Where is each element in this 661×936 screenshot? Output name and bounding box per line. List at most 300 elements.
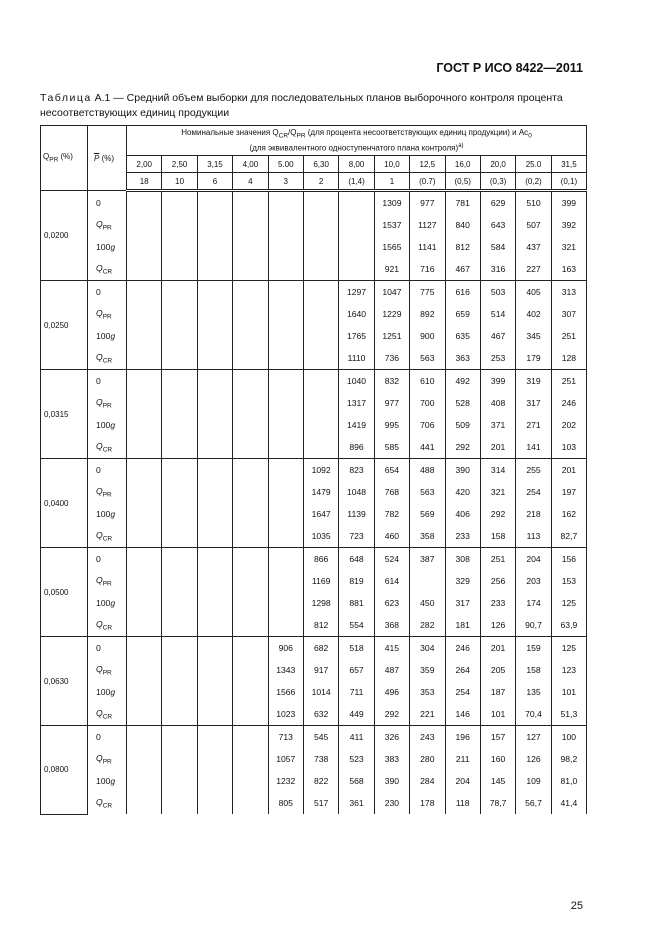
ac0-value: (1,4) xyxy=(339,173,374,191)
table-cell: 1566 xyxy=(268,681,303,703)
table-cell xyxy=(303,414,338,436)
table-cell xyxy=(339,214,374,236)
table-cell: 181 xyxy=(445,614,480,637)
qpr-value: 0,0250 xyxy=(41,281,88,370)
table-cell xyxy=(127,659,162,681)
table-cell xyxy=(162,503,197,525)
table-cell xyxy=(197,191,232,215)
table-cell xyxy=(268,303,303,325)
table-cell xyxy=(127,303,162,325)
table-cell: 123 xyxy=(551,659,586,681)
table-row xyxy=(41,214,587,236)
table-cell: 782 xyxy=(374,503,409,525)
table-cell: 441 xyxy=(410,436,445,459)
table-cell xyxy=(233,592,268,614)
table-cell: 158 xyxy=(480,525,515,548)
table-cell xyxy=(127,414,162,436)
table-cell xyxy=(197,347,232,370)
table-cell xyxy=(197,414,232,436)
table-cell: 648 xyxy=(339,548,374,571)
table-cell: 363 xyxy=(445,347,480,370)
row-label-main: 100g xyxy=(96,509,116,519)
table-cell xyxy=(233,258,268,281)
table-cell xyxy=(162,370,197,393)
table-cell: 713 xyxy=(268,726,303,749)
table-cell xyxy=(162,325,197,347)
table-row xyxy=(41,347,587,370)
table-cell: 1169 xyxy=(303,570,338,592)
table-cell: 1035 xyxy=(303,525,338,548)
table-cell: 251 xyxy=(551,325,586,347)
table-cell: 437 xyxy=(516,236,551,258)
row-label xyxy=(88,503,127,525)
table-cell xyxy=(410,570,445,592)
table-cell: 610 xyxy=(410,370,445,393)
nominal-value: 12,5 xyxy=(410,156,445,173)
table-cell: 805 xyxy=(268,792,303,814)
table-cell: 635 xyxy=(445,325,480,347)
table-cell xyxy=(233,191,268,215)
table-cell: 866 xyxy=(303,548,338,571)
table-cell xyxy=(162,792,197,814)
row-label-main: 100g xyxy=(96,331,116,341)
table-row xyxy=(41,392,587,414)
table-cell: 700 xyxy=(410,392,445,414)
table-cell: 585 xyxy=(374,436,409,459)
table-row xyxy=(41,414,587,436)
table-cell xyxy=(268,214,303,236)
table-cell xyxy=(303,392,338,414)
row-label-main: 0 xyxy=(96,465,101,475)
table-cell: 282 xyxy=(410,614,445,637)
table-cell: 517 xyxy=(303,792,338,814)
row-label-main: 0 xyxy=(96,732,101,742)
table-cell: 292 xyxy=(445,436,480,459)
p-unit: (%) xyxy=(99,153,115,163)
table-cell xyxy=(162,770,197,792)
table-row xyxy=(41,592,587,614)
row-label-main: Q xyxy=(96,529,103,540)
table-cell: 141 xyxy=(516,436,551,459)
table-cell: 1141 xyxy=(410,236,445,258)
table-cell xyxy=(233,503,268,525)
row-label-main: 0 xyxy=(96,376,101,386)
ac0-value: (0,2) xyxy=(516,173,551,191)
row-label-sub: CR xyxy=(102,446,113,454)
table-cell: 1040 xyxy=(339,370,374,393)
header-row xyxy=(41,126,587,156)
table-cell: 1565 xyxy=(374,236,409,258)
row-label xyxy=(88,681,127,703)
table-cell: 1127 xyxy=(410,214,445,236)
table-cell: 405 xyxy=(516,281,551,304)
table-cell xyxy=(127,570,162,592)
table-cell xyxy=(233,392,268,414)
table-cell: 255 xyxy=(516,459,551,482)
nh-t2: /Q xyxy=(288,127,297,137)
table-cell: 319 xyxy=(516,370,551,393)
table-row xyxy=(41,659,587,681)
table-cell: 254 xyxy=(516,481,551,503)
table-cell: 390 xyxy=(374,770,409,792)
table-cell: 819 xyxy=(339,570,374,592)
table-cell: 632 xyxy=(303,703,338,726)
table-cell: 614 xyxy=(374,570,409,592)
table-cell xyxy=(162,548,197,571)
table-cell: 768 xyxy=(374,481,409,503)
table-cell xyxy=(127,459,162,482)
table-row xyxy=(41,503,587,525)
table-cell: 682 xyxy=(303,637,338,660)
table-cell xyxy=(233,214,268,236)
table-cell: 314 xyxy=(480,459,515,482)
table-cell: 230 xyxy=(374,792,409,814)
table-cell xyxy=(162,414,197,436)
nh-t3: (для процента несоответствующих единиц продукции) и Ac xyxy=(305,127,529,137)
table-cell: 487 xyxy=(374,659,409,681)
table-cell: 98,2 xyxy=(551,748,586,770)
table-cell: 304 xyxy=(410,637,445,660)
table-cell xyxy=(303,258,338,281)
table-cell xyxy=(233,703,268,726)
table-cell xyxy=(127,637,162,660)
table-cell xyxy=(233,570,268,592)
table-cell: 706 xyxy=(410,414,445,436)
table-cell: 317 xyxy=(516,392,551,414)
table-cell: 128 xyxy=(551,347,586,370)
table-cell: 126 xyxy=(480,614,515,637)
ac0-value: 2 xyxy=(303,173,338,191)
table-cell xyxy=(162,459,197,482)
table-cell xyxy=(197,370,232,393)
table-cell xyxy=(233,347,268,370)
table-cell xyxy=(268,459,303,482)
row-label xyxy=(88,191,127,215)
table-cell xyxy=(127,436,162,459)
table-cell: 251 xyxy=(551,370,586,393)
table-cell: 450 xyxy=(410,592,445,614)
row-label-main: 100g xyxy=(96,598,116,608)
table-cell xyxy=(127,592,162,614)
table-cell: 738 xyxy=(303,748,338,770)
table-row xyxy=(41,303,587,325)
table-cell: 201 xyxy=(480,637,515,660)
table-cell xyxy=(268,548,303,571)
table-cell xyxy=(162,281,197,304)
nominal-value: 2,50 xyxy=(162,156,197,173)
table-cell: 402 xyxy=(516,303,551,325)
nh-t1: Номинальные значения Q xyxy=(181,127,279,137)
table-cell: 63,9 xyxy=(551,614,586,637)
table-cell xyxy=(233,481,268,503)
table-cell xyxy=(268,436,303,459)
row-label-sub: PR xyxy=(102,580,112,588)
nominal-value: 6,30 xyxy=(303,156,338,173)
table-cell: 162 xyxy=(551,503,586,525)
table-cell: 711 xyxy=(339,681,374,703)
table-cell: 253 xyxy=(480,347,515,370)
table-cell: 659 xyxy=(445,303,480,325)
table-cell: 146 xyxy=(445,703,480,726)
table-cell: 316 xyxy=(480,258,515,281)
table-cell: 156 xyxy=(551,548,586,571)
table-cell: 528 xyxy=(445,392,480,414)
table-cell xyxy=(197,325,232,347)
table-cell: 900 xyxy=(410,325,445,347)
table-cell xyxy=(162,592,197,614)
table-cell: 892 xyxy=(410,303,445,325)
table-cell: 204 xyxy=(516,548,551,571)
row-label xyxy=(88,281,127,304)
nh-s3: 0 xyxy=(528,132,532,140)
row-label-main: 100g xyxy=(96,242,116,252)
table-cell: 271 xyxy=(516,414,551,436)
row-label xyxy=(88,347,127,370)
table-cell: 158 xyxy=(516,659,551,681)
table-cell: 243 xyxy=(410,726,445,749)
nominal-value: 16,0 xyxy=(445,156,480,173)
table-cell xyxy=(339,236,374,258)
table-cell xyxy=(233,281,268,304)
table-cell xyxy=(233,614,268,637)
table-cell: 203 xyxy=(516,570,551,592)
table-cell xyxy=(303,236,338,258)
table-cell xyxy=(197,258,232,281)
table-cell: 233 xyxy=(445,525,480,548)
row-label-sub: CR xyxy=(102,268,113,276)
table-cell xyxy=(197,681,232,703)
ac0-value: (0,3) xyxy=(480,173,515,191)
table-cell: 101 xyxy=(480,703,515,726)
table-cell: 256 xyxy=(480,570,515,592)
row-label xyxy=(88,370,127,393)
table-cell: 503 xyxy=(480,281,515,304)
qpr-unit: (%) xyxy=(58,152,73,162)
table-cell: 125 xyxy=(551,592,586,614)
table-cell: 921 xyxy=(374,258,409,281)
table-cell: 160 xyxy=(480,748,515,770)
table-cell: 174 xyxy=(516,592,551,614)
table-cell xyxy=(268,614,303,637)
row-label-sub: CR xyxy=(102,535,113,543)
table-cell: 554 xyxy=(339,614,374,637)
table-cell: 70,4 xyxy=(516,703,551,726)
table-cell xyxy=(127,370,162,393)
table-cell xyxy=(162,214,197,236)
table-cell xyxy=(339,258,374,281)
table-cell: 736 xyxy=(374,347,409,370)
row-label-main: Q xyxy=(96,396,103,407)
table-cell xyxy=(268,414,303,436)
table-cell: 221 xyxy=(410,703,445,726)
table-cell: 359 xyxy=(410,659,445,681)
table-cell xyxy=(268,592,303,614)
table-cell: 411 xyxy=(339,726,374,749)
table-cell xyxy=(268,503,303,525)
table-cell xyxy=(233,236,268,258)
row-label-sub: PR xyxy=(102,758,112,766)
row-label xyxy=(88,236,127,258)
table-cell xyxy=(303,325,338,347)
table-cell: 126 xyxy=(516,748,551,770)
row-label-main: 0 xyxy=(96,197,101,208)
table-cell: 90,7 xyxy=(516,614,551,637)
table-cell xyxy=(162,614,197,637)
table-cell xyxy=(233,681,268,703)
qpr-value: 0,0200 xyxy=(41,191,88,281)
row-label-main: 0 xyxy=(96,554,101,564)
table-cell: 163 xyxy=(551,258,586,281)
table-row xyxy=(41,637,587,660)
table-cell: 977 xyxy=(410,191,445,215)
table-row xyxy=(41,325,587,347)
table-cell: 392 xyxy=(551,214,586,236)
table-cell xyxy=(197,503,232,525)
table-cell: 127 xyxy=(516,726,551,749)
table-cell: 523 xyxy=(339,748,374,770)
table-cell: 775 xyxy=(410,281,445,304)
table-cell xyxy=(127,614,162,637)
table-cell xyxy=(233,525,268,548)
table-cell xyxy=(197,459,232,482)
table-cell xyxy=(127,236,162,258)
table-cell: 145 xyxy=(480,770,515,792)
table-cell xyxy=(162,525,197,548)
table-cell: 881 xyxy=(339,592,374,614)
table-cell xyxy=(127,503,162,525)
row-label-main: Q xyxy=(96,440,103,451)
row-label-sub: CR xyxy=(102,357,113,365)
table-cell: 317 xyxy=(445,592,480,614)
ac0-value: (0.7) xyxy=(410,173,445,191)
table-cell: 623 xyxy=(374,592,409,614)
row-label-main: Q xyxy=(96,307,103,318)
table-cell: 524 xyxy=(374,548,409,571)
row-label xyxy=(88,525,127,548)
table-cell xyxy=(127,770,162,792)
table-row xyxy=(41,792,587,814)
table-cell: 716 xyxy=(410,258,445,281)
row-label xyxy=(88,214,127,236)
row-label-main: Q xyxy=(96,752,103,763)
row-label-sub: PR xyxy=(102,669,112,677)
table-cell: 460 xyxy=(374,525,409,548)
p-column-header xyxy=(88,126,127,191)
table-cell: 313 xyxy=(551,281,586,304)
row-label-main: Q xyxy=(96,663,103,674)
table-cell xyxy=(162,659,197,681)
row-label-main: 100g xyxy=(96,687,116,697)
qpr-value: 0,0315 xyxy=(41,370,88,459)
table-cell: 82,7 xyxy=(551,525,586,548)
row-label xyxy=(88,770,127,792)
table-cell xyxy=(197,436,232,459)
table-cell: 507 xyxy=(516,214,551,236)
table-row xyxy=(41,370,587,393)
row-label-main: Q xyxy=(96,796,103,807)
table-cell xyxy=(268,191,303,215)
table-cell xyxy=(303,436,338,459)
table-cell: 246 xyxy=(551,392,586,414)
row-label xyxy=(88,303,127,325)
table-row xyxy=(41,770,587,792)
table-cell: 812 xyxy=(445,236,480,258)
table-cell: 657 xyxy=(339,659,374,681)
table-cell xyxy=(197,570,232,592)
nominal-value: 5.00 xyxy=(268,156,303,173)
table-cell: 977 xyxy=(374,392,409,414)
row-label-sub: PR xyxy=(102,491,112,499)
table-cell: 1092 xyxy=(303,459,338,482)
table-cell: 509 xyxy=(445,414,480,436)
table-cell: 361 xyxy=(339,792,374,814)
table-cell xyxy=(162,481,197,503)
nominal-value: 2,00 xyxy=(127,156,162,173)
row-label-main: Q xyxy=(96,485,103,496)
table-row xyxy=(41,681,587,703)
table-cell xyxy=(233,414,268,436)
row-label xyxy=(88,659,127,681)
table-cell xyxy=(197,792,232,814)
ac0-value: (0,1) xyxy=(551,173,586,191)
table-cell xyxy=(197,236,232,258)
table-cell: 896 xyxy=(339,436,374,459)
ac0-value: 10 xyxy=(162,173,197,191)
table-cell: 307 xyxy=(551,303,586,325)
ac0-value: 18 xyxy=(127,173,162,191)
table-row xyxy=(41,726,587,749)
table-cell: 420 xyxy=(445,481,480,503)
table-cell xyxy=(268,325,303,347)
table-cell xyxy=(303,303,338,325)
table-cell: 1647 xyxy=(303,503,338,525)
table-cell xyxy=(303,191,338,215)
table-cell: 358 xyxy=(410,525,445,548)
table-cell: 569 xyxy=(410,503,445,525)
table-cell xyxy=(268,570,303,592)
table-cell xyxy=(197,303,232,325)
table-cell: 812 xyxy=(303,614,338,637)
table-row xyxy=(41,703,587,726)
table-cell: 1139 xyxy=(339,503,374,525)
table-cell: 1765 xyxy=(339,325,374,347)
nominal-value: 10,0 xyxy=(374,156,409,173)
table-cell xyxy=(127,392,162,414)
row-label-main: 100g xyxy=(96,776,116,786)
table-cell: 264 xyxy=(445,659,480,681)
row-label xyxy=(88,748,127,770)
table-cell: 387 xyxy=(410,548,445,571)
row-label-main: Q xyxy=(96,351,103,362)
row-label-main: Q xyxy=(96,218,103,229)
table-cell xyxy=(197,659,232,681)
ac0-value: (0,5) xyxy=(445,173,480,191)
table-cell: 383 xyxy=(374,748,409,770)
table-cell xyxy=(197,548,232,571)
table-cell xyxy=(162,703,197,726)
table-cell xyxy=(303,347,338,370)
table-row xyxy=(41,548,587,571)
page-number: 25 xyxy=(570,900,583,912)
table-cell xyxy=(127,792,162,814)
table-cell xyxy=(127,258,162,281)
table-cell xyxy=(197,703,232,726)
table-cell: 292 xyxy=(374,703,409,726)
table-cell xyxy=(233,436,268,459)
table-row xyxy=(41,258,587,281)
table-cell xyxy=(233,637,268,660)
table-cell xyxy=(233,303,268,325)
